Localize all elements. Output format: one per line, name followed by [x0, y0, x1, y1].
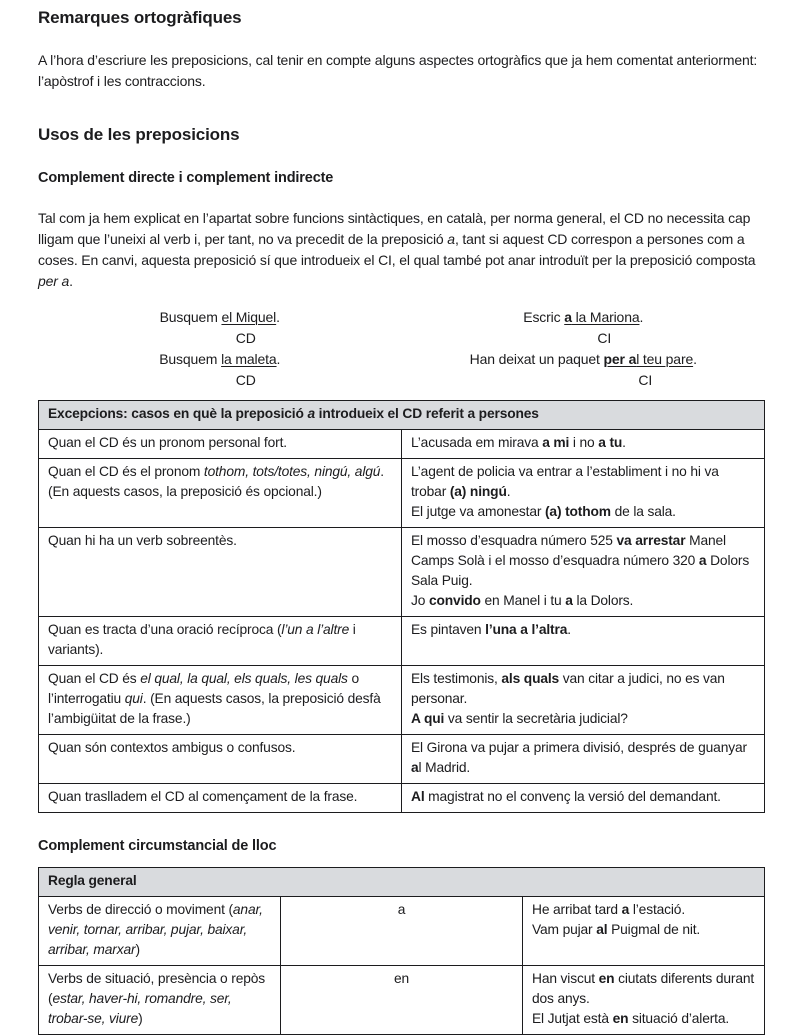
table-row-cd-inici-frase: [39, 784, 765, 813]
regla-general-table: [38, 867, 765, 1035]
rule-cell: Verbs de direcció o moviment (anar, venir, tornar, arribar, pujar, baixar, arribar, marxar): [39, 897, 281, 966]
table-row-contextos-ambigus: [39, 735, 765, 784]
example-cell: Els testimonis, als quals van citar a judici, no es van personar. A qui va sentir la secretària judicial?: [402, 666, 765, 735]
subsection-cc-lloc: Complement circumstancial de lloc: [38, 838, 277, 854]
example-ci-2: [470, 349, 697, 391]
example-cd-1: [160, 307, 280, 349]
exceptions-table-header-row: [39, 401, 765, 430]
table-row-oracio-reciproca: [39, 617, 765, 666]
example-cell: L’agent de policia va entrar a l’establiment i no hi va trobar (a) ningú. El jutge va amonestar (a) tothom de la sala.: [402, 459, 765, 528]
subsection-cd-ci: Complement directe i complement indirecte: [38, 170, 334, 186]
rule-cell: Quan el CD és un pronom personal fort.: [39, 430, 402, 459]
example-label-cd: CD: [235, 372, 256, 388]
page-title: Remarques ortogràfiques: [38, 8, 242, 27]
examples-block: [38, 307, 765, 391]
exceptions-table-header: Excepcions: casos en què la preposició a introdueix el CD referit a persones: [39, 401, 765, 430]
regla-general-header-row: [39, 868, 765, 897]
example-cell: El mosso d’esquadra número 525 va arrestar Manel Camps Solà i el mosso d’esquadra número 320 a Dolors Sala Puig. Jo convido en Manel i tu a la Dolors.: [402, 528, 765, 617]
section-title-usos-preposicions: Usos de les preposicions: [38, 125, 240, 144]
intro-paragraph: A l’hora d’escriure les preposicions, cal tenir en compte alguns aspectes ortogràfics que ja hem comentat anteriorment: l’apòstrof i les contraccions.: [38, 52, 758, 89]
example-label-ci: CI: [638, 372, 653, 388]
rule-cell: Verbs de situació, presència o repòs (estar, haver-hi, romandre, ser, trobar-se, viure): [39, 966, 281, 1035]
example-ci-1: [523, 307, 643, 349]
example-cd-2: [159, 349, 280, 391]
example-cell: He arribat tard a l’estació. Vam pujar al Puigmal de nit.: [523, 897, 765, 966]
cd-ci-paragraph: Tal com ja hem explicat en l’apartat sobre funcions sintàctiques, en català, per norma general, el CD no necessita cap lligam que l’uneixi al verb i, per tant, no va precedit de la preposició a, tant si aquest CD correspon a persones com a coses. En canvi, aquesta preposició sí que introdueix el CI, el qual també pot anar introduït per la preposició composta per a.: [38, 210, 756, 289]
exceptions-table: [38, 400, 765, 813]
rule-cell: Quan el CD és el qual, la qual, els quals, les quals o l’interrogatiu qui. (En aquests casos, la preposició desfà l’ambigüitat de la frase.): [39, 666, 402, 735]
table-row-pronom-fort: [39, 430, 765, 459]
example-label-ci: CI: [597, 330, 612, 346]
example-cell: L’acusada em mirava a mi i no a tu.: [402, 430, 765, 459]
preposition-cell: a: [281, 897, 523, 966]
example-cell: Al magistrat no el convenç la versió del demandant.: [402, 784, 765, 813]
table-row-verbs-moviment: [39, 897, 765, 966]
preposition-cell: en: [281, 966, 523, 1035]
rule-cell: Quan es tracta d’una oració recíproca (l’un a l’altre i variants).: [39, 617, 402, 666]
table-row-verbs-situacio: [39, 966, 765, 1035]
example-sentence: Han deixat un paquet per al teu pare.: [469, 351, 697, 367]
example-cell: El Girona va pujar a primera divisió, després de guanyar al Madrid.: [402, 735, 765, 784]
example-label-cd: CD: [235, 330, 256, 346]
table-row-relatius: [39, 666, 765, 735]
example-cell: Han viscut en ciutats diferents durant dos anys. El Jutjat està en situació d’alerta.: [523, 966, 765, 1035]
rule-cell: Quan el CD és el pronom tothom, tots/totes, ningú, algú. (En aquests casos, la preposició és opcional.): [39, 459, 402, 528]
example-sentence: Escric a la Mariona.: [523, 309, 644, 325]
regla-general-header: Regla general: [39, 868, 765, 897]
example-sentence: Busquem el Miquel.: [159, 309, 280, 325]
rule-cell: Quan traslladem el CD al començament de la frase.: [39, 784, 402, 813]
example-cell: Es pintaven l’una a l’altra.: [402, 617, 765, 666]
examples-right-column: [402, 307, 766, 391]
rule-cell: Quan són contextos ambigus o confusos.: [39, 735, 402, 784]
rule-cell: Quan hi ha un verb sobreentès.: [39, 528, 402, 617]
examples-left-column: [38, 307, 402, 391]
table-row-verb-sobreentes: [39, 528, 765, 617]
example-sentence: Busquem la maleta.: [159, 351, 281, 367]
table-row-pronoms-indefinits: [39, 459, 765, 528]
